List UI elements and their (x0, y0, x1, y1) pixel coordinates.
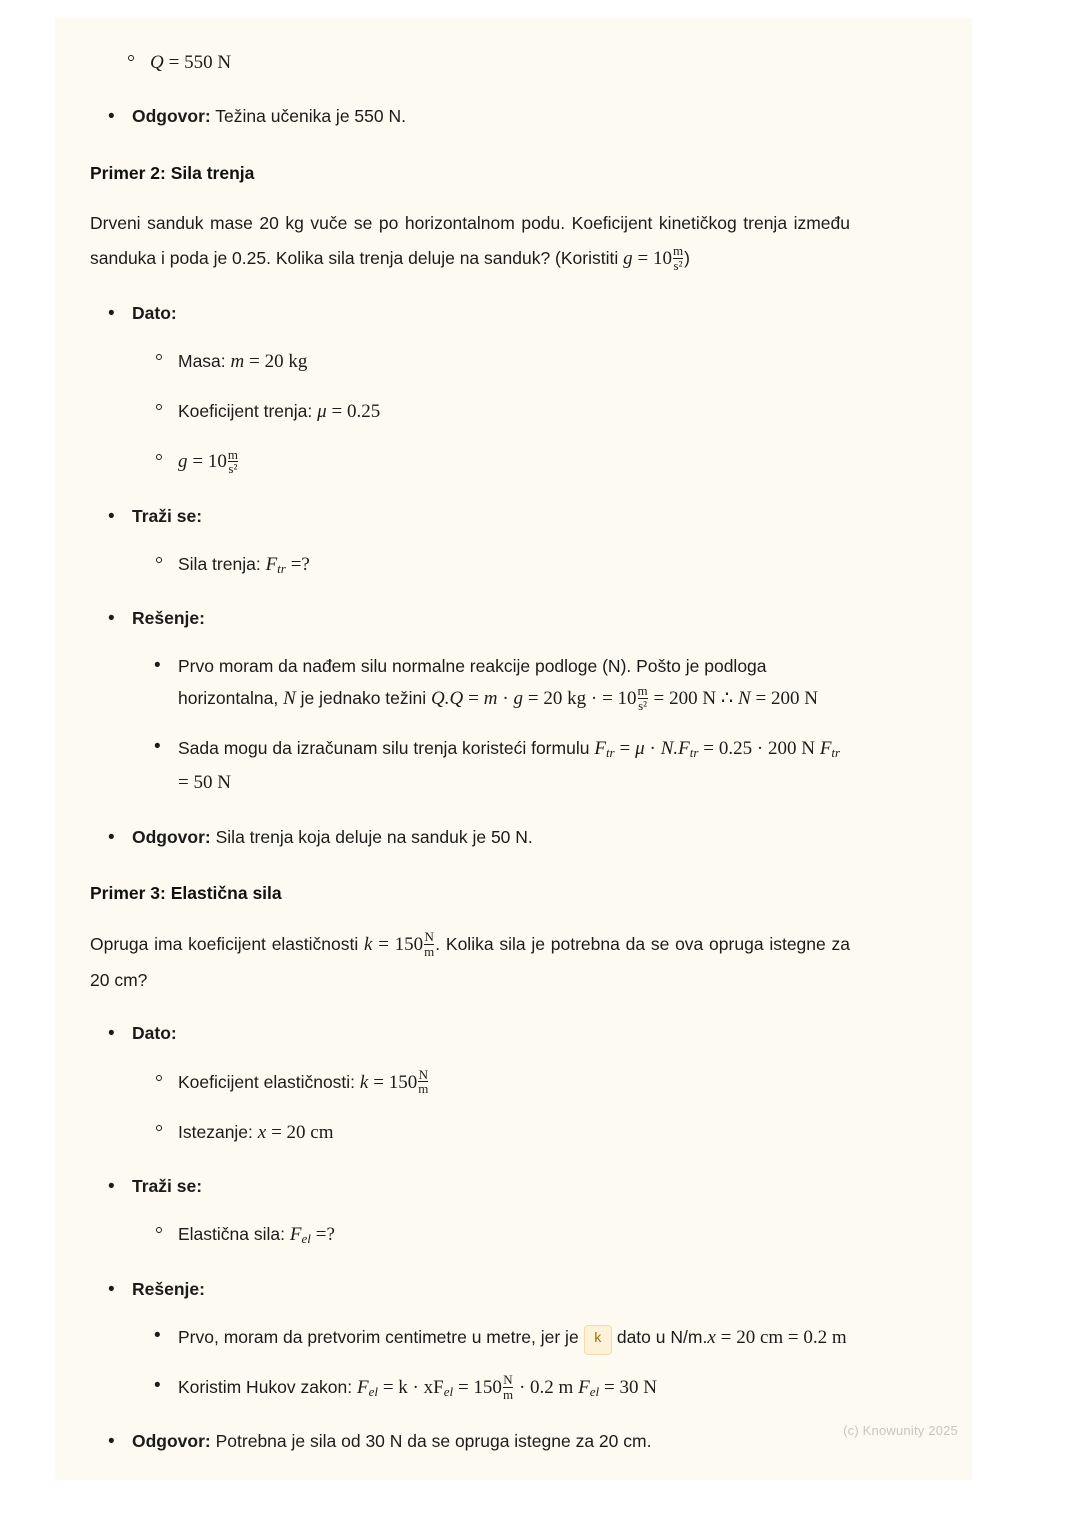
math-symbol-F: F (289, 1224, 302, 1246)
find-elastic-force-label: Elastična sila: (178, 1224, 285, 1245)
given-label: Dato: (132, 1023, 177, 1044)
example-2-structure (90, 297, 850, 853)
math-value-50N: = 50 N (178, 772, 231, 794)
math-value-025-200: 0.25 · 200 N (718, 738, 815, 760)
solution-step-text: Prvo, moram da pretvorim centimetre u metre, jer je (178, 1326, 579, 1347)
given-list (132, 345, 850, 480)
given-spring-constant-label: Koeficijent elastičnosti: (178, 1071, 356, 1092)
math-symbol-g: g (178, 451, 188, 473)
math-value-mass: = 20 kg (249, 351, 308, 373)
math-subscript-tr: tr (277, 561, 286, 577)
list-item (104, 297, 850, 480)
solution-step-text: Koristim Hukov zakon: (178, 1377, 353, 1398)
solution-list (132, 1321, 850, 1405)
math-symbol-F: F (265, 554, 278, 576)
math-cdot: · (502, 688, 509, 710)
example-3-structure (90, 1017, 850, 1457)
math-subscript-tr: tr (605, 745, 615, 761)
math-equals: = (720, 1326, 732, 1348)
given-list (132, 1066, 850, 1150)
answer-label: Odgovor: (132, 106, 211, 127)
math-value-30N: = 30 N (604, 1377, 657, 1399)
math-value-02m: · 0.2 m (518, 1377, 574, 1399)
list-item (150, 1371, 850, 1405)
math-equals: = (619, 738, 631, 760)
math-value-10: = 10 (602, 688, 637, 710)
math-symbol-mu: μ (635, 738, 645, 760)
math-question-mark: =? (315, 1224, 335, 1246)
math-subscript-el: el (443, 1384, 454, 1400)
given-extension-label: Istezanje: (178, 1121, 253, 1142)
inline-code-chip-k: k (584, 1325, 612, 1355)
list-item (122, 46, 850, 80)
list-item (104, 1273, 850, 1406)
fraction-N-m: $\frac{N}{m}$ (502, 1372, 514, 1402)
list-item (150, 1116, 850, 1150)
answer-text: Težina učenika je 550 N. (215, 106, 406, 127)
math-value-150: = 150 (373, 1071, 418, 1093)
answer-text: Sila trenja koja deluje na sanduk je 50 N. (215, 826, 533, 847)
list-item (104, 500, 850, 583)
problem-statement-2 (90, 206, 850, 277)
math-symbol-x: x (707, 1326, 716, 1348)
heading-example-3: Primer 3: Elastična sila (90, 883, 282, 904)
fraction-m-s2: $\frac{m}{\text{s²}}$ (672, 242, 684, 273)
math-value-conversion: 20 cm = 0.2 m (736, 1326, 847, 1348)
math-symbol-k: k (364, 934, 373, 956)
math-value-N200: = 200 N (755, 688, 818, 710)
fraction-m-s2: $\frac{m}{\text{s²}}$ (637, 683, 648, 713)
list-item (150, 651, 850, 717)
find-label: Traži se: (132, 1175, 203, 1196)
math-symbol-Q: Q.Q (431, 688, 464, 710)
math-value-g: = 10 (192, 451, 227, 473)
math-therefore: ∴ (720, 688, 734, 710)
list-item (150, 345, 850, 379)
math-symbol-F: F (356, 1377, 369, 1399)
math-hooke-law: = k · xF (382, 1377, 444, 1399)
list-item (104, 602, 850, 800)
math-subscript-el: el (589, 1384, 600, 1400)
math-symbol-x: x (257, 1121, 267, 1143)
math-symbol-mu: μ (317, 401, 327, 423)
list-item (104, 1170, 850, 1253)
find-friction-force-label: Sila trenja: (178, 554, 261, 575)
solution-list (132, 651, 850, 801)
page-content (90, 46, 850, 1458)
math-subscript-tr: tr (689, 745, 699, 761)
fraction-N-m: $\frac{N}{m}$ (418, 1066, 429, 1097)
answer-1-list (90, 100, 850, 132)
math-equals: = (703, 738, 714, 760)
math-value-weight: = 550 N (168, 52, 232, 73)
math-symbol-g: g (623, 247, 633, 269)
given-mass-label: Masa: (178, 351, 226, 372)
answer-label: Odgovor: (132, 1431, 211, 1452)
list-item (104, 1017, 850, 1150)
list-item (150, 1218, 850, 1252)
math-symbol-F: F (578, 1377, 590, 1399)
math-equals: = (468, 688, 479, 710)
given-label: Dato: (132, 302, 177, 323)
answer-text: Potrebna je sila od 30 N da se opruga istegne za 20 cm. (215, 1431, 652, 1452)
solution-step-text: Prvo moram da nađem silu normalne reakcije podloge (N). Pošto je (178, 655, 700, 676)
list-item (104, 1425, 850, 1457)
problem-text: Drveni sanduk mase 20 kg vuče se po horizontalnom podu. Koeficijent kinetičkog trenja između sanduka i poda je 0.25. Kolika sila trenja deluje na sanduk? (Koristiti (90, 212, 850, 268)
math-subscript-el: el (301, 1231, 311, 1247)
solution-step-text: je jednako težini (300, 688, 427, 709)
heading-example-2: Primer 2: Sila trenja (90, 162, 255, 183)
answer-label: Odgovor: (132, 826, 211, 847)
math-subscript-tr: tr (831, 745, 841, 761)
math-value-200N: 200 N (669, 688, 717, 710)
given-friction-coeff-label: Koeficijent trenja: (178, 401, 313, 422)
math-symbol-F: F (594, 738, 606, 760)
problem-text-tail: . Kolika sila je potrebna da se ova opruga istegne za 20 cm? (90, 934, 850, 991)
page-right-margin (972, 18, 980, 1480)
list-item (150, 1066, 850, 1100)
closing-paren: ) (684, 247, 690, 268)
math-symbol-N: N.F (660, 738, 690, 760)
math-symbol-N: N (737, 688, 751, 710)
fraction-m-s2: $\frac{m}{\text{s²}}$ (227, 446, 238, 477)
math-value-g: = 10 (637, 247, 672, 269)
math-symbol-k: k (359, 1071, 369, 1093)
list-item (104, 821, 850, 853)
list-item (150, 548, 850, 582)
math-symbol-Q: Q (150, 52, 164, 73)
math-value-150: = 150 (457, 1377, 502, 1399)
math-symbol-g: g (513, 688, 524, 710)
math-value-mu: = 0.25 (331, 401, 381, 423)
problem-text: Opruga ima koeficijent elastičnosti (90, 934, 359, 955)
math-symbol-m: m (483, 688, 498, 710)
find-label: Traži se: (132, 505, 203, 526)
list-item (150, 395, 850, 429)
find-list (132, 548, 850, 582)
math-cdot: · (649, 738, 656, 760)
solution-label: Rešenje: (132, 608, 205, 629)
math-value-150: = 150 (378, 934, 424, 956)
list-item (104, 100, 850, 132)
problem-statement-3 (90, 926, 850, 997)
math-subscript-el: el (368, 1384, 378, 1400)
copyright-watermark: (c) Knowunity 2025 (843, 1423, 958, 1438)
list-continued-from-previous-page (90, 46, 850, 80)
math-question-mark: =? (290, 554, 310, 576)
fraction-N-m: $\frac{N}{m}$ (424, 929, 435, 959)
math-value: = 20 kg · (527, 688, 598, 710)
solution-label: Rešenje: (132, 1278, 205, 1299)
solution-step-text: Sada mogu da izračunam silu trenja koristeći formulu (178, 738, 590, 759)
math-symbol-m: m (230, 351, 245, 373)
find-list (132, 1218, 850, 1252)
document-page (55, 18, 980, 1480)
math-value-20cm: = 20 cm (271, 1121, 334, 1143)
solution-step-text: podloga horizontalna, (178, 655, 767, 709)
math-symbol-N: N (283, 688, 296, 710)
math-symbol-F: F (819, 738, 832, 760)
list-item (150, 732, 850, 800)
list-item (150, 1321, 850, 1355)
math-equals: = (653, 688, 665, 710)
solution-step-text: dato u N/m. (616, 1326, 708, 1347)
list-item (150, 445, 850, 479)
